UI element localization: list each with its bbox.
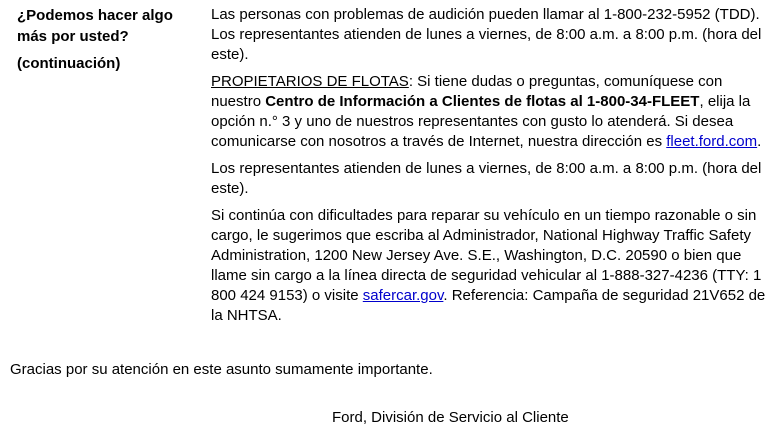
fleet-text-end: . — [757, 133, 762, 150]
fleet-text-a: : Si tiene dudas o preguntas, comuníquese con nuestro — [211, 73, 723, 110]
hours-paragraph: Los representantes atienden de lunes a viernes, de 8:00 a.m. a 8:00 p.m. (hora del este). — [211, 160, 762, 197]
nhtsa-text-end: . Referencia: Campaña de seguridad 21V652 de la NHTSA. — [211, 287, 766, 324]
fleet-website-link[interactable]: fleet.ford.com — [666, 133, 758, 150]
fleet-owners-label: PROPIETARIOS DE FLOTAS — [211, 73, 409, 90]
section-heading — [17, 5, 202, 74]
nhtsa-text-a: Si continúa con dificultades para reparar su vehículo en un tiempo razonable o sin cargo, le sugerimos que escriba al Administrador, National Highway Traffic Safety Administration, 1200 New Jersey Ave. S.E., Washington, D.C. 20590 o bien que llame sin cargo a la línea directa de seguridad vehicular al 1-888-327-4236 (TTY: 1 800 424 9153) o visite — [211, 207, 762, 304]
nhtsa-paragraph — [211, 206, 773, 326]
signature-line: Ford, División de Servicio al Cliente — [332, 409, 569, 426]
tdd-paragraph: Las personas con problemas de audición pueden llamar al 1-800-232-5952 (TDD). Los representantes atienden de lunes a viernes, de 8:00 a.m. a 8:00 p.m. (hora del este). — [211, 6, 762, 63]
safercar-link[interactable]: safercar.gov — [362, 287, 444, 304]
fleet-center-phone: Centro de Información a Clientes de flotas al 1-800-34-FLEET — [265, 93, 700, 110]
fleet-text-b: , elija la opción n.° 3 y uno de nuestros representantes con gusto lo atenderá. Si desea comunicarse con nosotros a través de Internet, nuestra dirección es — [211, 93, 751, 150]
section-continuation: (continuación) — [17, 55, 121, 72]
section-title: ¿Podemos hacer algo más por usted? — [17, 7, 173, 45]
fleet-paragraph — [211, 72, 773, 152]
section-body — [211, 5, 773, 333]
thanks-line: Gracias por su atención en este asunto sumamente importante. — [10, 361, 433, 378]
